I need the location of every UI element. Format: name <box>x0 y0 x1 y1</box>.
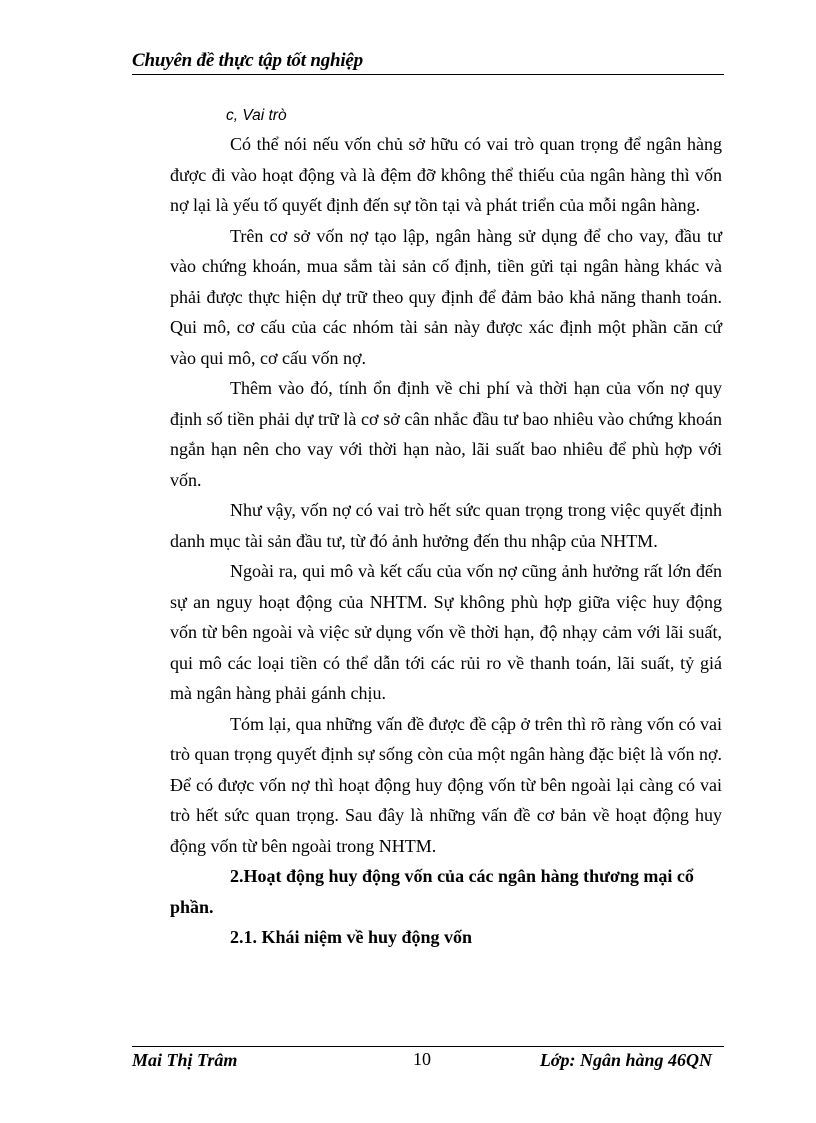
footer-author: Mai Thị Trâm <box>132 1050 238 1070</box>
paragraph-2: Trên cơ sở vốn nợ tạo lập, ngân hàng sử dụng để cho vay, đầu tư vào chứng khoán, mua sắm tài sản cố định, tiền gửi tại ngân hàng khác và phải được thực hiện dự trữ theo quy định để đảm bảo khả năng thanh toán. Qui mô, cơ cấu của các nhóm tài sản này được xác định một phần căn cứ vào qui mô, cơ cấu vốn nợ. <box>170 225 722 368</box>
footer-class-label: Lớp: Ngân hàng 46QN <box>539 1050 712 1070</box>
subsection-heading: 2.1. Khái niệm về huy động vốn <box>230 927 473 947</box>
document-body <box>170 100 722 953</box>
paragraph-1: Có thể nói nếu vốn chủ sở hữu có vai trò quan trọng để ngân hàng được đi vào hoạt động và là đệm đỡ không thể thiếu của ngân hàng thì vốn nợ lại là yếu tố quyết định đến sự tồn tại và phát triển của mỗi ngân hàng. <box>170 134 722 215</box>
header-divider <box>132 74 724 75</box>
paragraph-4: Như vậy, vốn nợ có vai trò hết sức quan trọng trong việc quyết định danh mục tài sản đầu tư, từ đó ảnh hưởng đến thu nhập của NHTM. <box>170 500 722 551</box>
section-heading: 2.Hoạt động huy động vốn của các ngân hàng thương mại cổ phần. <box>170 866 694 917</box>
footer-divider <box>132 1046 724 1047</box>
document-header-title: Chuyên đề thực tập tốt nghiệp <box>132 50 363 71</box>
paragraph-6: Tóm lại, qua những vấn đề được đề cập ở trên thì rõ ràng vốn có vai trò quan trọng quyết định sự sống còn của một ngân hàng đặc biệt là vốn nợ. Để có được vốn nợ thì hoạt động huy động vốn từ bên ngoài lại càng có vai trò hết sức quan trọng. Sau đây là những vấn đề cơ bản về hoạt động huy động vốn từ bên ngoài trong NHTM. <box>170 713 722 856</box>
paragraph-3: Thêm vào đó, tính ổn định về chi phí và thời hạn của vốn nợ quy định số tiền phải dự trữ là cơ sở cân nhắc đầu tư bao nhiêu vào chứng khoán ngắn hạn nên cho vay với thời hạn nào, lãi suất bao nhiêu để phù hợp với vốn. <box>170 378 722 490</box>
footer-page-number: 10 <box>413 1049 431 1069</box>
paragraph-5: Ngoài ra, qui mô và kết cấu của vốn nợ cũng ảnh hưởng rất lớn đến sự an nguy hoạt động của NHTM. Sự không phù hợp giữa việc huy động vốn từ bên ngoài và việc sử dụng vốn về thời hạn, độ nhạy cảm với lãi suất, qui mô các loại tiền có thể dẫn tới các rủi ro về thanh toán, lãi suất, tỷ giá mà ngân hàng phải gánh chịu. <box>170 561 722 703</box>
subheading-vai-tro: c, Vai trò <box>226 107 287 124</box>
